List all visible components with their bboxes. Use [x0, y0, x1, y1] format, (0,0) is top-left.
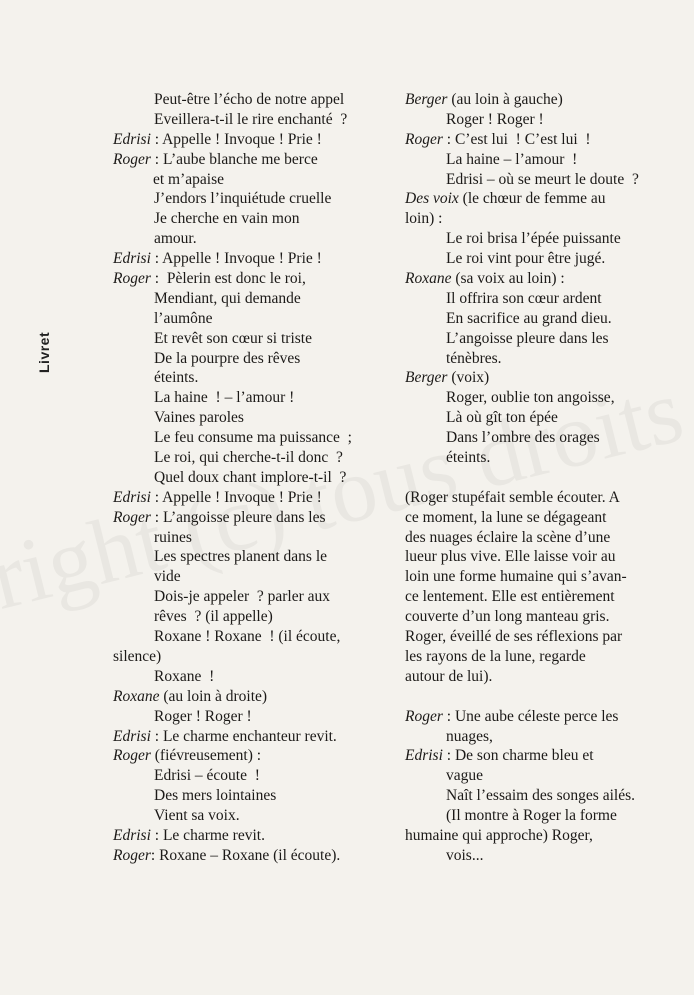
verse-line	[113, 806, 395, 826]
line-text: Le feu consume ma puissance ;	[154, 429, 352, 447]
verse-line	[113, 110, 395, 130]
line-text: Naît l’essaim des songes ailés.	[446, 787, 635, 805]
line-text: Des mers lointaines	[154, 787, 277, 805]
speaker-line	[405, 90, 687, 110]
speaker-line	[113, 269, 395, 289]
verse-line	[405, 627, 687, 647]
line-text: Dois-je appeler ? parler aux	[154, 588, 331, 606]
verse-line	[405, 209, 687, 229]
verse-line	[113, 189, 395, 209]
line-text: et m’apaise	[153, 170, 225, 188]
verse-line	[405, 786, 687, 806]
verse-line	[113, 468, 395, 488]
speaker-name: Berger	[405, 369, 448, 387]
line-text: (Il montre à Roger la forme	[446, 807, 617, 825]
side-label: Livret	[36, 331, 52, 373]
verse-line	[113, 448, 395, 468]
line-text: vois...	[446, 846, 484, 864]
line-text: éteints.	[154, 369, 199, 387]
speaker-name: Berger	[405, 91, 448, 108]
line-text: Roger ! Roger !	[154, 707, 252, 725]
verse-line	[113, 170, 395, 190]
verse-line	[113, 229, 395, 249]
verse-line	[113, 388, 395, 408]
verse-line	[113, 408, 395, 428]
verse-line	[113, 587, 395, 607]
line-text: ce lentement. Elle est entièrement	[405, 588, 615, 606]
line-text: Roger, éveillé de ses réflexions par	[405, 628, 623, 646]
verse-line	[405, 766, 687, 786]
verse-line	[113, 707, 395, 727]
verse-line	[113, 786, 395, 806]
speaker-name: Des voix	[405, 190, 459, 208]
line-text: ce moment, la lune se dégageant	[405, 508, 607, 526]
verse-line	[113, 289, 395, 309]
line-text: Le roi vint pour être jugé.	[446, 250, 606, 268]
line-text: Roxane !	[154, 667, 215, 685]
speaker-line	[405, 189, 687, 209]
speaker-name: Roxane	[113, 687, 160, 705]
line-text: les rayons de la lune, regarde	[405, 647, 586, 665]
line-text: Dans l’ombre des orages	[446, 429, 600, 447]
line-text: nuages,	[446, 727, 493, 745]
line-text: L’angoisse pleure dans les	[446, 329, 609, 347]
line-text: : Roxane – Roxane (il écoute).	[150, 846, 341, 864]
verse-line	[405, 488, 687, 508]
verse-line	[405, 528, 687, 548]
line-text: En sacrifice au grand dieu.	[446, 309, 612, 327]
speaker-line	[113, 150, 395, 170]
line-text: Les spectres planent dans le	[154, 548, 328, 566]
line-text: : Le charme enchanteur revit.	[150, 727, 337, 745]
verse-line	[405, 309, 687, 329]
verse-line	[113, 528, 395, 548]
verse-line	[113, 627, 395, 647]
verse-line	[113, 766, 395, 786]
verse-line	[405, 428, 687, 448]
verse-line	[405, 110, 687, 130]
verse-line	[405, 150, 687, 170]
verse-line	[405, 408, 687, 428]
speaker-line	[113, 727, 395, 747]
line-text: : Appelle ! Invoque ! Prie !	[150, 488, 322, 506]
line-text: Roxane ! Roxane ! (il écoute,	[154, 628, 341, 646]
verse-line	[405, 647, 687, 667]
speaker-line	[113, 846, 395, 866]
line-text: couverte d’un long manteau gris.	[405, 608, 610, 626]
blank-line	[405, 687, 687, 707]
verse-line	[405, 229, 687, 249]
verse-line	[405, 806, 687, 826]
line-text: l’aumône	[154, 309, 213, 327]
speaker-name: Roger	[405, 707, 443, 725]
line-text: J’endors l’inquiétude cruelle	[154, 190, 332, 208]
line-text: Vient sa voix.	[154, 807, 240, 825]
line-text: Roger, oublie ton angoisse,	[446, 389, 615, 407]
line-text: amour.	[154, 230, 197, 248]
verse-line	[405, 826, 687, 846]
verse-line	[405, 249, 687, 269]
speaker-name: Roger	[113, 747, 151, 765]
line-text: : L’aube blanche me berce	[150, 150, 318, 168]
line-text: : De son charme bleu et	[442, 747, 594, 765]
verse-line	[405, 388, 687, 408]
line-text: : Le charme revit.	[150, 826, 265, 844]
speaker-name: Roger	[113, 270, 151, 288]
verse-line	[405, 508, 687, 528]
line-text: Roger ! Roger !	[446, 110, 544, 128]
line-text: La haine – l’amour !	[446, 150, 578, 168]
line-text: (le chœur de femme au	[458, 190, 606, 208]
line-text: Le roi brisa l’épée puissante	[446, 230, 621, 248]
line-text: : Appelle ! Invoque ! Prie !	[150, 250, 322, 268]
speaker-name: Roger	[113, 150, 151, 168]
speaker-line	[405, 707, 687, 727]
speaker-line	[405, 368, 687, 388]
verse-line	[405, 567, 687, 587]
verse-line	[405, 547, 687, 567]
speaker-line	[113, 508, 395, 528]
speaker-line	[405, 130, 687, 150]
line-text: Mendiant, qui demande	[154, 289, 301, 307]
verse-line	[113, 309, 395, 329]
speaker-name: Roger	[113, 508, 151, 526]
verse-line	[113, 567, 395, 587]
blank-line	[405, 468, 687, 488]
verse-line	[113, 607, 395, 627]
speaker-line	[113, 130, 395, 150]
right-column	[405, 90, 687, 866]
line-text: humaine qui approche) Roger,	[405, 826, 593, 844]
line-text: : Appelle ! Invoque ! Prie !	[150, 130, 322, 148]
line-text: (fiévreusement) :	[150, 747, 262, 765]
line-text: La haine ! – l’amour !	[154, 389, 295, 407]
verse-line	[113, 647, 395, 667]
line-text: loin) :	[405, 210, 443, 228]
line-text: lueur plus vive. Elle laisse voir au	[405, 548, 616, 566]
line-text: (au loin à droite)	[159, 687, 268, 705]
line-text: Eveillera-t-il le rire enchanté ?	[154, 110, 348, 128]
speaker-name: Edrisi	[113, 727, 151, 745]
line-text: ruines	[154, 528, 192, 546]
line-text: Vaines paroles	[154, 409, 244, 427]
verse-line	[405, 289, 687, 309]
line-text: (sa voix au loin) :	[451, 270, 565, 288]
speaker-name: Roxane	[405, 270, 452, 288]
line-text: Edrisi – écoute !	[154, 767, 260, 785]
line-text: autour de lui).	[405, 667, 493, 685]
verse-line	[405, 329, 687, 349]
line-text: loin une forme humaine qui s’avan-	[405, 568, 627, 586]
verse-line	[405, 607, 687, 627]
line-text: Quel doux chant implore-t-il ?	[154, 468, 347, 486]
speaker-name: Edrisi	[113, 826, 151, 844]
line-text: Je cherche en vain mon	[154, 210, 300, 228]
line-text: Le roi, qui cherche-t-il donc ?	[154, 449, 343, 467]
line-text: (voix)	[447, 369, 490, 387]
line-text: Et revêt son cœur si triste	[154, 329, 312, 347]
line-text: : L’angoisse pleure dans les	[150, 508, 326, 526]
speaker-line	[405, 269, 687, 289]
verse-line	[405, 667, 687, 687]
line-text: éteints.	[446, 449, 491, 467]
line-text: : Pèlerin est donc le roi,	[150, 270, 306, 288]
verse-line	[113, 90, 395, 110]
speaker-line	[113, 249, 395, 269]
line-text: silence)	[113, 647, 162, 665]
line-text: (au loin à gauche)	[447, 91, 563, 108]
line-text: Edrisi – où se meurt le doute ?	[446, 170, 639, 188]
speaker-line	[113, 488, 395, 508]
verse-line	[113, 349, 395, 369]
speaker-line	[405, 746, 687, 766]
verse-line	[405, 846, 687, 866]
verse-line	[113, 428, 395, 448]
speaker-name: Roger	[405, 130, 443, 148]
line-text: (Roger stupéfait semble écouter. A	[405, 488, 620, 506]
verse-line	[113, 368, 395, 388]
left-column	[113, 90, 395, 866]
verse-line	[405, 349, 687, 369]
speaker-name: Edrisi	[405, 747, 443, 765]
line-text: Peut-être l’écho de notre appel	[154, 91, 345, 108]
speaker-name: Roger	[113, 846, 151, 864]
line-text: Là où gît ton épée	[446, 409, 558, 427]
line-text: De la pourpre des rêves	[154, 349, 301, 367]
speaker-line	[113, 826, 395, 846]
speaker-line	[113, 746, 395, 766]
line-text: des nuages éclaire la scène d’une	[405, 528, 611, 546]
line-text: Il offrira son cœur ardent	[446, 289, 602, 307]
line-text: vague	[446, 767, 484, 785]
line-text: : C’est lui ! C’est lui !	[442, 130, 591, 148]
verse-line	[405, 448, 687, 468]
verse-line	[405, 170, 687, 190]
speaker-name: Edrisi	[113, 488, 151, 506]
line-text: rêves ? (il appelle)	[154, 608, 273, 626]
speaker-name: Edrisi	[113, 130, 151, 148]
line-text: : Une aube céleste perce les	[442, 707, 619, 725]
verse-line	[113, 209, 395, 229]
verse-line	[405, 587, 687, 607]
verse-line	[113, 547, 395, 567]
verse-line	[113, 667, 395, 687]
verse-line	[113, 329, 395, 349]
line-text: vide	[154, 568, 181, 586]
line-text: ténèbres.	[446, 349, 502, 367]
speaker-line	[113, 687, 395, 707]
speaker-name: Edrisi	[113, 250, 151, 268]
verse-line	[405, 727, 687, 747]
